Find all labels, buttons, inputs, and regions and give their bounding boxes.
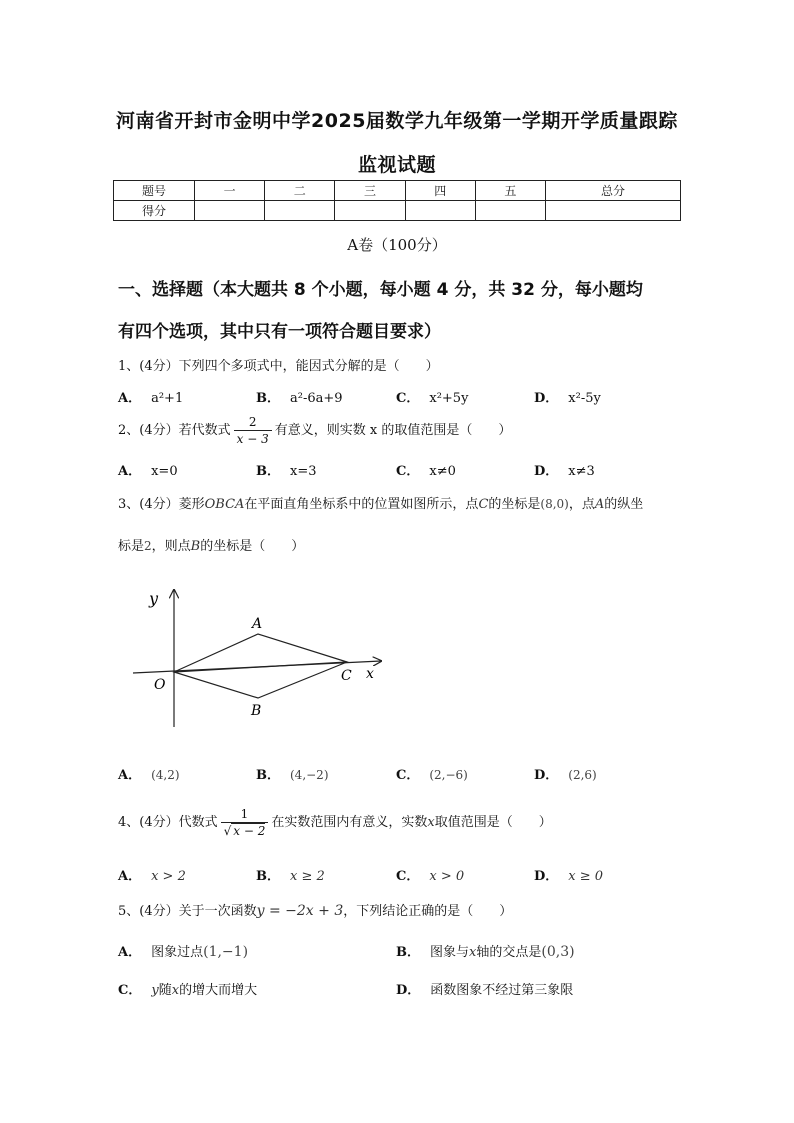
question-2-option-a: A． x=0 (118, 464, 178, 479)
page-title-line2: 监视试题 (357, 154, 436, 176)
question-3-option-c: C． (2,−6) (396, 768, 468, 783)
rhombus-figure (125, 582, 390, 732)
y-axis-label: y (149, 589, 159, 608)
score-cell (195, 201, 265, 221)
table-cell: 题号 (114, 181, 195, 201)
fraction: $\frac{2}{x - 3}$ (234, 414, 272, 447)
score-table-score-row (114, 201, 681, 221)
question-5-option-c: C． y随x的增大而增大 (118, 983, 258, 998)
question-5-stem: 5、(4分）关于一次函数y = −2x + 3，下列结论正确的是（ ） (118, 903, 513, 919)
table-cell: 一 (195, 181, 265, 201)
point-b-label: B (251, 703, 262, 719)
volume-heading: A卷（100分） (347, 236, 447, 254)
table-cell: 四 (405, 181, 475, 201)
point-c-label: C (341, 668, 352, 684)
question-3-option-d: D． (2,6) (534, 768, 597, 783)
table-cell: 总分 (546, 181, 681, 201)
question-1-option-c: C． x²+5y (396, 391, 469, 406)
question-4-option-b: B． x ≥ 2 (256, 869, 325, 884)
question-3-stem-line2: 标是2，则点B的坐标是（ ） (118, 539, 305, 554)
fraction: $\frac{1}{√ x - 2}$ (221, 806, 269, 839)
question-4-option-d: D． x ≥ 0 (534, 869, 604, 884)
point-a-label: A (252, 616, 263, 632)
question-4-option-a: A． x > 2 (118, 869, 186, 884)
question-2-option-b: B． x=3 (256, 464, 317, 479)
question-2-option-d: D． x≠3 (534, 464, 595, 479)
question-3-option-b: B． (4,−2) (256, 768, 329, 783)
question-4-option-c: C． x > 0 (396, 869, 465, 884)
question-5-option-a: A． 图象过点(1,−1) (118, 944, 249, 960)
question-2-stem: 2、(4分）若代数式 $\frac{2}{x - 3}$ 有意义，则实数 x 的取值范围是（ ） (118, 415, 512, 446)
question-1-option-a: A． a²+1 (118, 391, 184, 406)
question-5-option-b: B． 图象与x轴的交点是(0,3) (396, 944, 575, 960)
page-title: 河南省开封市金明中学2025届数学九年级第一学期开学质量跟踪 (116, 110, 678, 132)
question-3-stem: 3、(4分）菱形OBCA在平面直角坐标系中的位置如图所示，点C的坐标是(8,0)，点A的纵坐 (118, 497, 644, 512)
point-o-label: O (154, 677, 166, 693)
question-4-stem: 4、(4分）代数式 $\frac{1}{√ x - 2}$ 在实数范围内有意义，实数x取值范围是（ ） (118, 807, 552, 838)
table-cell: 五 (475, 181, 545, 201)
question-1-option-b: B． a²-6a+9 (256, 391, 343, 406)
score-cell (265, 201, 335, 221)
score-cell (546, 201, 681, 221)
question-5-option-d: D． 函数图象不经过第三象限 (396, 983, 574, 998)
score-cell (335, 201, 405, 221)
diagonal-oc (174, 662, 347, 672)
score-cell (405, 201, 475, 221)
section-heading-line2: 有四个选项，其中只有一项符合题目要求） (118, 322, 441, 342)
rhombus-obca (174, 634, 347, 698)
x-axis-label: x (366, 666, 374, 682)
question-2-option-c: C． x≠0 (396, 464, 456, 479)
table-cell: 得分 (114, 201, 195, 221)
section-heading: 一、选择题（本大题共 8 个小题，每小题 4 分，共 32 分，每小题均 (118, 280, 643, 300)
question-1-option-d: D． x²-5y (534, 391, 601, 406)
table-cell: 三 (335, 181, 405, 201)
question-3-option-a: A． (4,2) (118, 768, 180, 783)
score-table (113, 180, 681, 221)
table-cell: 二 (265, 181, 335, 201)
question-1-stem: 1、(4分）下列四个多项式中，能因式分解的是（ ） (118, 359, 439, 374)
score-cell (475, 201, 545, 221)
score-table-header-row (114, 181, 681, 201)
